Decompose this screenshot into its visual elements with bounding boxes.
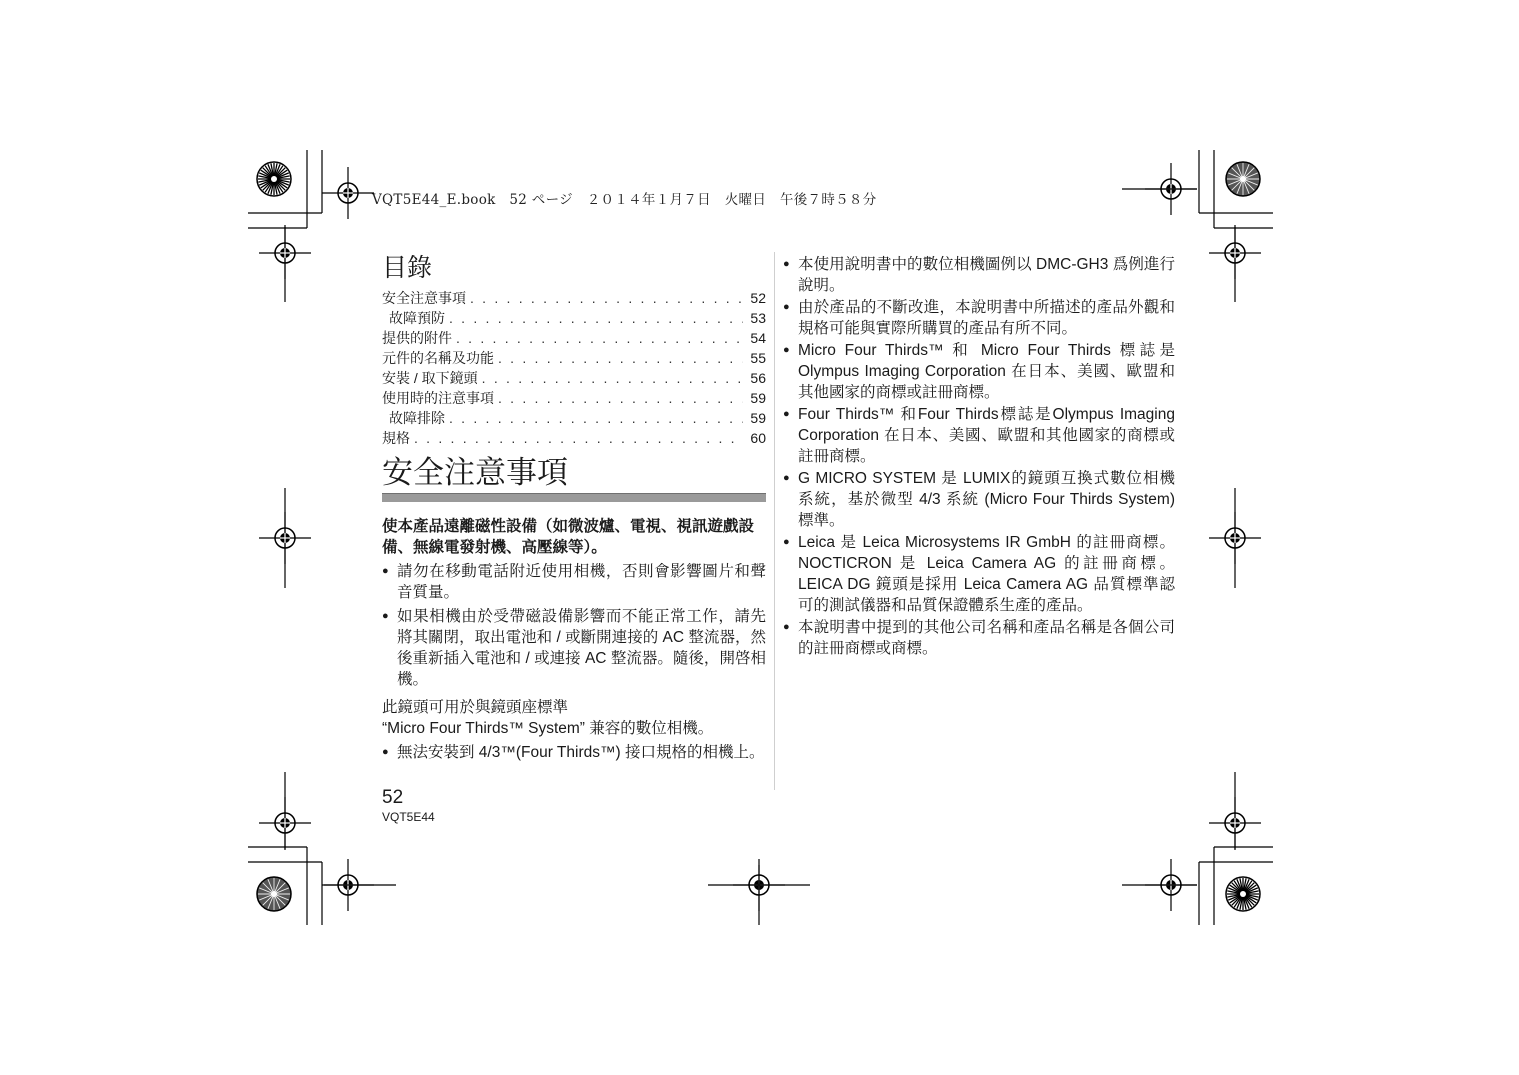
section-title: 安全注意事項 bbox=[382, 455, 568, 490]
right-column bbox=[783, 254, 1175, 660]
toc-entry-page: 59 bbox=[750, 410, 766, 426]
list-item: ● 無法安裝到 4/3™(Four Thirds™) 接口規格的相機上。 bbox=[382, 742, 766, 763]
mount-compat-line2: “Micro Four Thirds™ System” 兼容的數位相機。 bbox=[382, 720, 714, 737]
toc-entry[interactable] bbox=[382, 428, 766, 448]
mount-compat-line1: 此鏡頭可用於與鏡頭座標準 bbox=[382, 699, 569, 716]
toc-entry-page: 53 bbox=[750, 310, 766, 326]
toc-entry-page: 52 bbox=[750, 290, 766, 306]
left-column bbox=[382, 250, 766, 763]
toc-entry-page: 55 bbox=[750, 350, 766, 366]
toc-entry[interactable] bbox=[382, 288, 766, 308]
column-divider bbox=[774, 252, 775, 790]
toc-leader-dots bbox=[470, 288, 743, 308]
list-item: ● 本使用說明書中的數位相機圖例以 DMC-GH3 爲例進行說明。 bbox=[783, 254, 1175, 296]
toc-list bbox=[382, 288, 766, 448]
toc-leader-dots bbox=[449, 308, 743, 328]
toc-leader-dots bbox=[498, 348, 743, 368]
list-item: ● 本說明書中提到的其他公司名稱和產品名稱是各個公司的註冊商標或商標。 bbox=[783, 617, 1175, 659]
toc-leader-dots bbox=[482, 368, 743, 388]
toc-entry[interactable] bbox=[382, 328, 766, 348]
list-item: ● G MICRO SYSTEM 是 LUMIX的鏡頭互換式數位相機系統，基於微型 4/3 系統 (Micro Four Thirds System) 標準。 bbox=[783, 468, 1175, 531]
toc-title: 目錄 bbox=[382, 254, 433, 282]
toc-leader-dots bbox=[456, 328, 743, 348]
toc-entry[interactable] bbox=[382, 308, 766, 328]
list-item: ● 請勿在移動電話附近使用相機，否則會影響圖片和聲音質量。 bbox=[382, 561, 766, 603]
list-item: ● Micro Four Thirds™ 和 Micro Four Thirds 標誌是 Olympus Imaging Corporation 在日本、美國、歐盟和其他國家的商標或註冊商標。 bbox=[783, 340, 1175, 403]
toc-entry-label: 提供的附件 bbox=[382, 330, 452, 346]
toc-entry-page: 54 bbox=[750, 330, 766, 346]
print-slug: VQT5E44_E.book 52 ページ ２０１４年１月７日 火曜日 午後７時５８分 bbox=[372, 192, 877, 208]
toc-entry-page: 60 bbox=[750, 430, 766, 446]
toc-entry-label: 使用時的注意事項 bbox=[382, 390, 494, 406]
page-number: 52 bbox=[382, 787, 404, 808]
toc-entry[interactable] bbox=[382, 408, 766, 428]
mount-bullets bbox=[382, 742, 766, 763]
list-item: ● 如果相機由於受帶磁設備影響而不能正常工作，請先將其關閉，取出電池和 / 或斷開連接的 AC 整流器，然後重新插入電池和 / 或連接 AC 整流器。隨後，開啓相機。 bbox=[382, 606, 766, 690]
toc-entry-label: 元件的名稱及功能 bbox=[382, 350, 494, 366]
list-item: ● Four Thirds™ 和Four Thirds標誌是Olympus Imaging Corporation 在日本、美國、歐盟和其他國家的商標或註冊商標。 bbox=[783, 404, 1175, 467]
toc-entry-label: 安裝 / 取下鏡頭 bbox=[382, 370, 478, 386]
notes-list bbox=[783, 254, 1175, 659]
toc-leader-dots bbox=[449, 408, 743, 428]
toc-entry-page: 56 bbox=[750, 370, 766, 386]
toc-leader-dots bbox=[498, 388, 743, 408]
model-code: VQT5E44 bbox=[382, 810, 435, 824]
toc-entry-label: 故障排除 bbox=[389, 410, 445, 426]
toc-leader-dots bbox=[414, 428, 743, 448]
toc-entry-label: 故障預防 bbox=[389, 310, 445, 326]
section-bar bbox=[382, 493, 766, 502]
toc-entry[interactable] bbox=[382, 388, 766, 408]
list-item: ● Leica 是 Leica Microsystems IR GmbH 的註冊商標。NOCTICRON 是 Leica Camera AG 的註冊商標。LEICA DG 鏡頭是採用 Leica Camera AG 品質標準認可的測試儀器和品質保證體系生產的產品。 bbox=[783, 532, 1175, 616]
toc-entry[interactable] bbox=[382, 348, 766, 368]
toc-entry[interactable] bbox=[382, 368, 766, 388]
magnetic-warning: 使本產品遠離磁性設備（如微波爐、電視、視訊遊戲設備、無線電發射機、高壓線等）。 bbox=[382, 518, 755, 556]
toc-entry-page: 59 bbox=[750, 390, 766, 406]
toc-entry-label: 安全注意事項 bbox=[382, 290, 466, 306]
toc-entry-label: 規格 bbox=[382, 430, 410, 446]
list-item: ● 由於產品的不斷改進，本說明書中所描述的產品外觀和規格可能與實際所購買的產品有所不同。 bbox=[783, 297, 1175, 339]
safety-bullets bbox=[382, 561, 766, 690]
